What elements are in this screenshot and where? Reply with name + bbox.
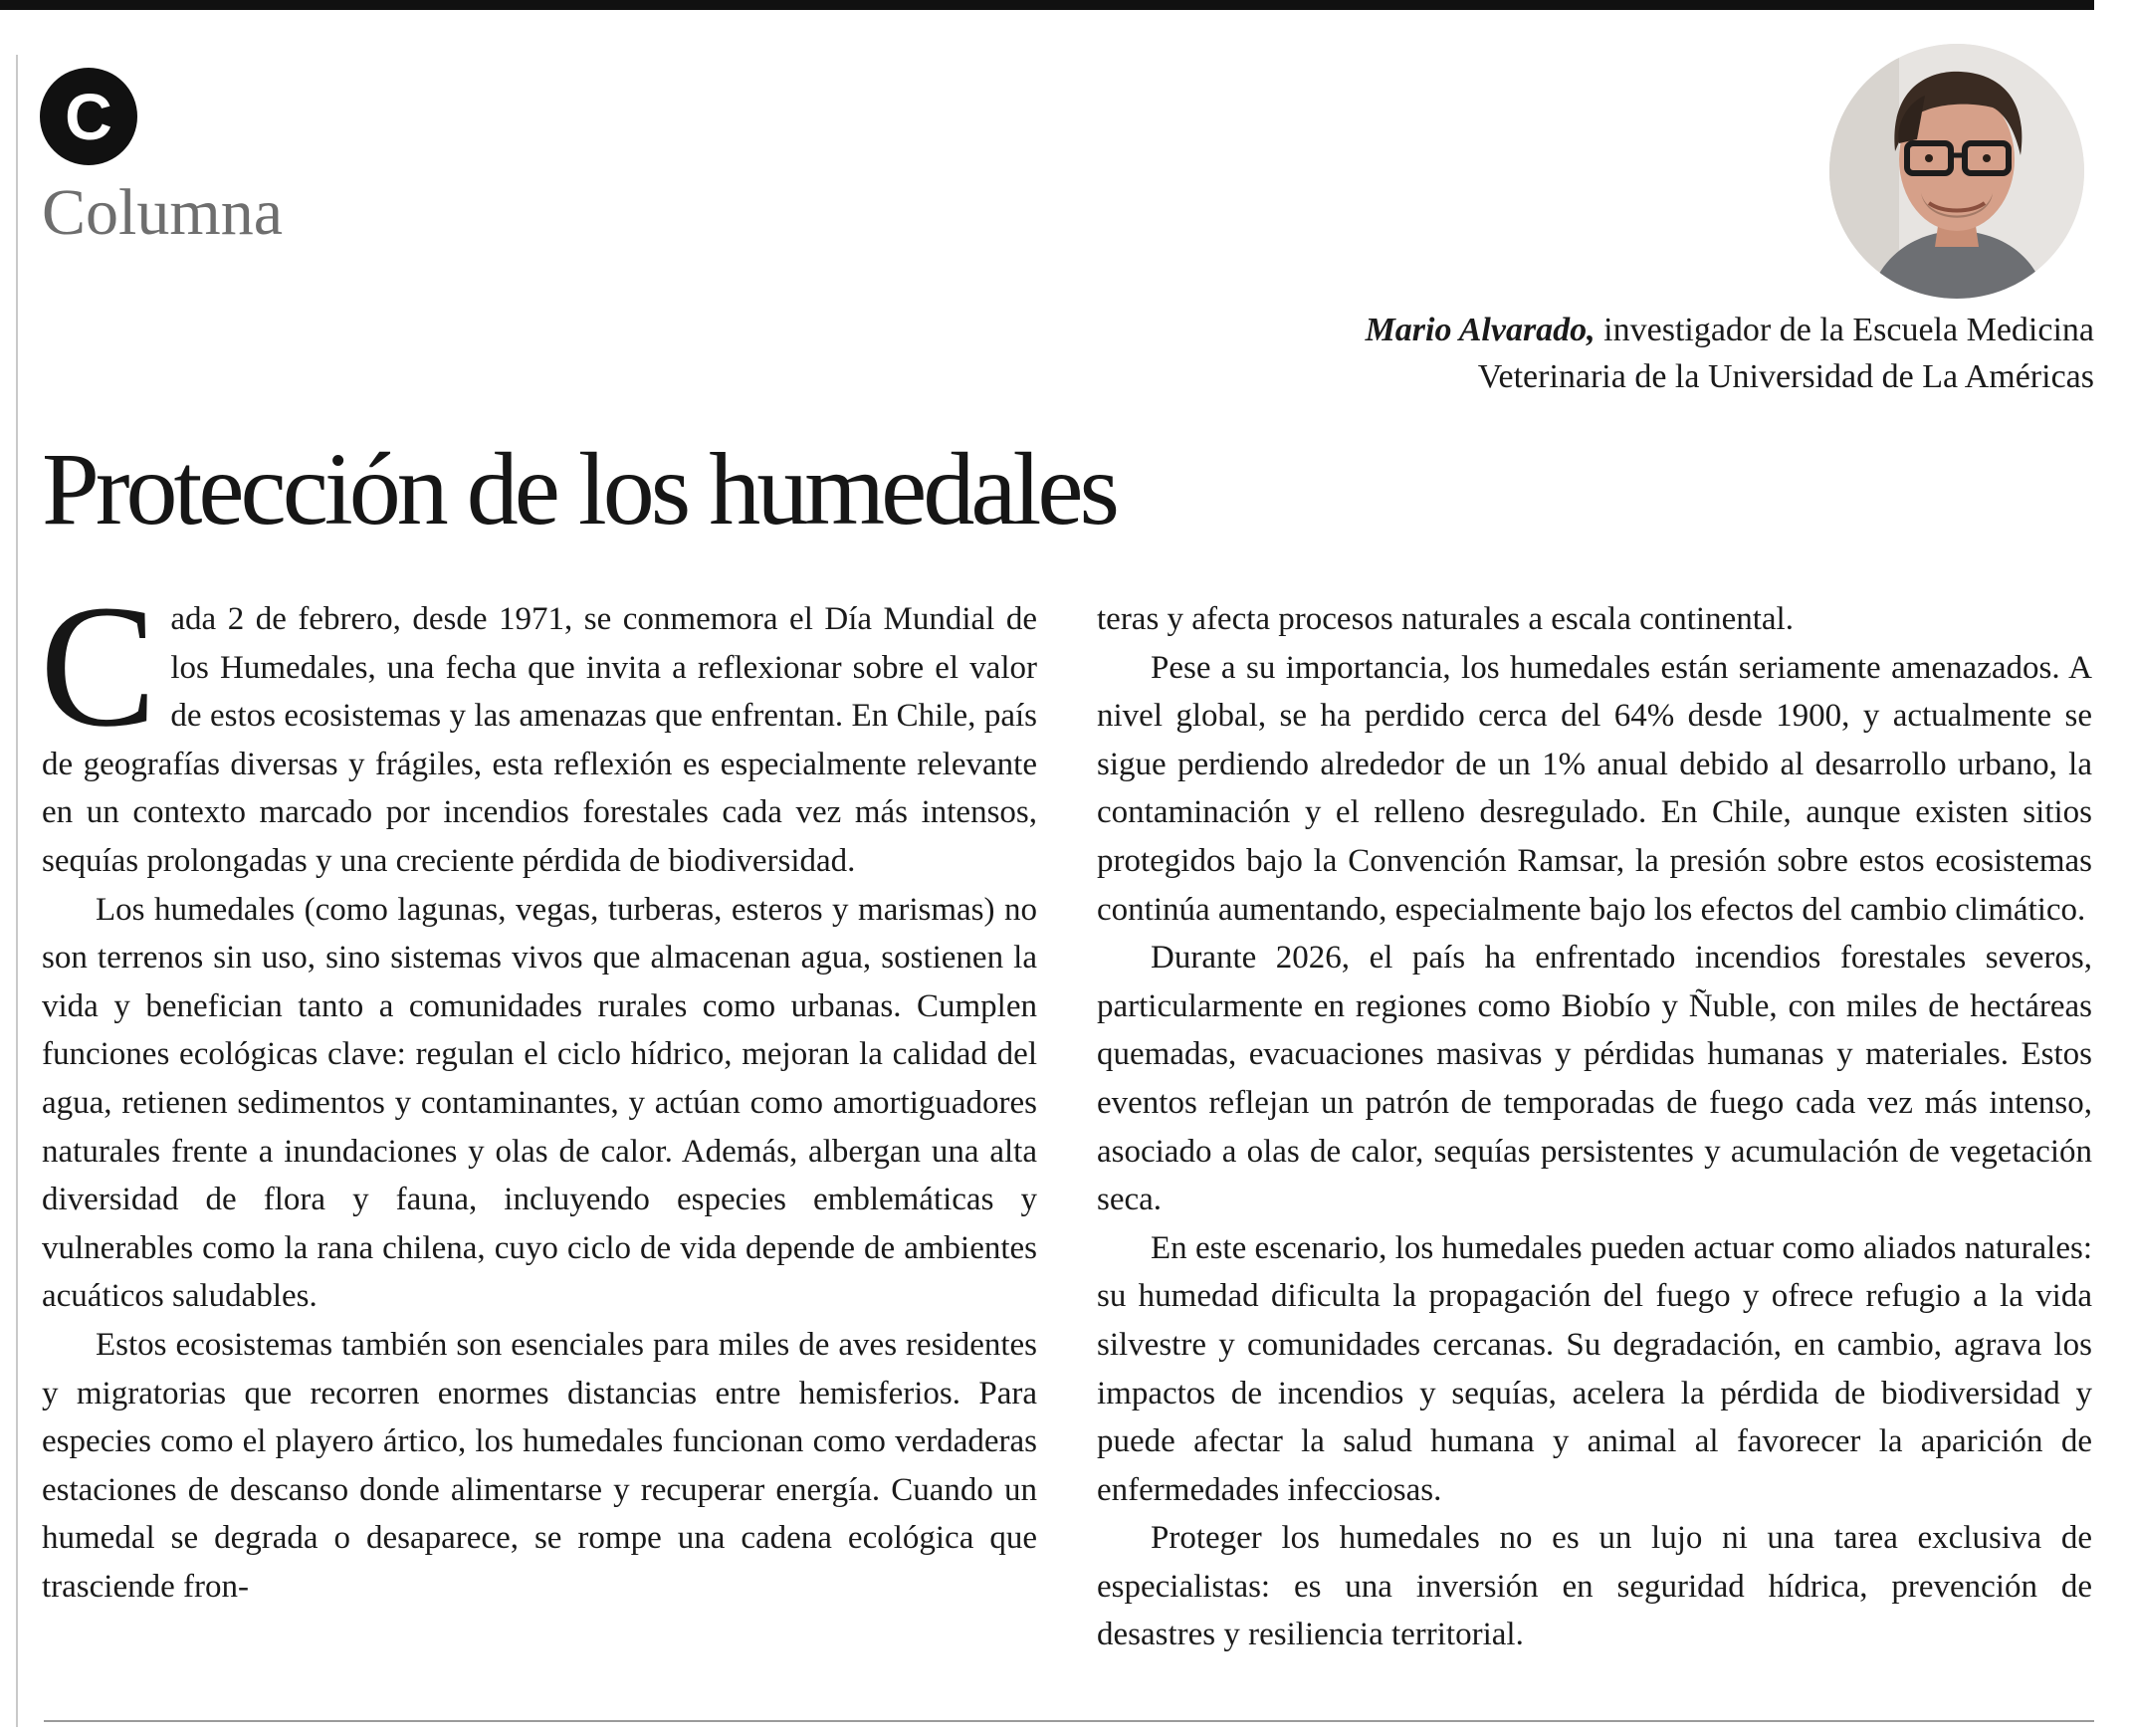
column-badge-icon: C bbox=[40, 68, 137, 165]
section-label: Columna bbox=[42, 176, 283, 249]
left-margin-rule bbox=[16, 55, 18, 1727]
article-paragraph-3-continued: teras y afecta procesos naturales a escala continental. bbox=[1097, 601, 1794, 637]
author-role-line-2: Veterinaria de la Universidad de La Américas bbox=[1477, 358, 2094, 395]
top-rule bbox=[0, 0, 2094, 10]
drop-cap: C bbox=[40, 569, 157, 763]
article-title: Protección de los humedales bbox=[42, 432, 1117, 546]
article-column-left bbox=[40, 569, 1037, 1611]
author-byline bbox=[999, 307, 2094, 400]
article-column-right bbox=[1097, 595, 2092, 1659]
author-photo bbox=[1829, 44, 2084, 299]
article-paragraph-3: Estos ecosistemas también son esenciales para miles de aves residentes y migratorias que recorren enormes distancias entre hemisferios. Para especies como el playero ártico, los humedales funcionan como verdaderas estaciones de descanso donde alimentarse y recuperar energía. Cuando un humedal se degrada o desaparece, se rompe una cadena ecológica que trasciende fron- bbox=[42, 1326, 1037, 1605]
bottom-rule bbox=[44, 1720, 2094, 1722]
author-photo-icon bbox=[1829, 44, 2084, 299]
article-paragraph-5: Durante 2026, el país ha enfrentado incendios forestales severos, particularmente en regiones como Biobío y Ñuble, con miles de hectáreas quemadas, evacuaciones masivas y pérdidas humanas y materiales. Estos eventos reflejan un patrón de temporadas de fuego cada vez más intenso, asociado a olas de calor, sequías persistentes y acumulación de vegetación seca. bbox=[1097, 940, 2092, 1218]
paragraph-1-text: ada 2 de febrero, desde 1971, se conmemora el Día Mundial de los Humedales, una fecha que invita a reflexionar sobre el valor de estos ecosistemas y las amenazas que enfrentan. En Chile, país de geografías diversas y frágiles, esta reflexión es especialmente relevante en un contexto marcado por incendios forestales cada vez más intensos, sequías prolongadas y una creciente pérdida de biodiversidad. bbox=[42, 601, 1037, 879]
article-paragraph-6: En este escenario, los humedales pueden actuar como aliados naturales: su humedad dificulta la propagación del fuego y ofrece refugio a la vida silvestre y comunidades cercanas. Su degradación, en cambio, agrava los impactos de incendios y sequías, acelera la pérdida de biodiversidad y puede afectar la salud humana y animal al favorecer la aparición de enfermedades infecciosas. bbox=[1097, 1229, 2092, 1508]
author-role-line-1: investigador de la Escuela Medicina bbox=[1595, 312, 2094, 348]
article-paragraph-2: Los humedales (como lagunas, vegas, turberas, esteros y marismas) no son terrenos sin uso, sino sistemas vivos que almacenan agua, sostienen la vida y benefician tanto a comunidades rurales como urbanas. Cumplen funciones ecológicas clave: regulan el ciclo hídrico, mejoran la calidad del agua, retienen sedimentos y contaminantes, y actúan como amortiguadores naturales frente a inundaciones y olas de calor. Además, albergan una alta diversidad de flora y fauna, incluyendo especies emblemáticas y vulnerables como la rana chilena, cuyo ciclo de vida depende de ambientes acuáticos saludables. bbox=[42, 891, 1037, 1315]
author-name: Mario Alvarado, bbox=[1365, 312, 1596, 348]
article-paragraph-7: Proteger los humedales no es un lujo ni una tarea exclusiva de especialistas: es una inversión en seguridad hídrica, prevención de desastres y resiliencia territorial. bbox=[1097, 1520, 2092, 1653]
article-paragraph-1 bbox=[40, 569, 1037, 886]
article-paragraph-4: Pese a su importancia, los humedales están seriamente amenazados. A nivel global, se ha perdido cerca del 64% desde 1900, y actualmente se sigue perdiendo alrededor de un 1% anual debido al desarrollo urbano, la contaminación y el relleno desregulado. En Chile, aunque existen sitios protegidos bajo la Convención Ramsar, la presión sobre estos ecosistemas continúa aumentando, especialmente bajo los efectos del cambio climático. bbox=[1097, 649, 2092, 928]
